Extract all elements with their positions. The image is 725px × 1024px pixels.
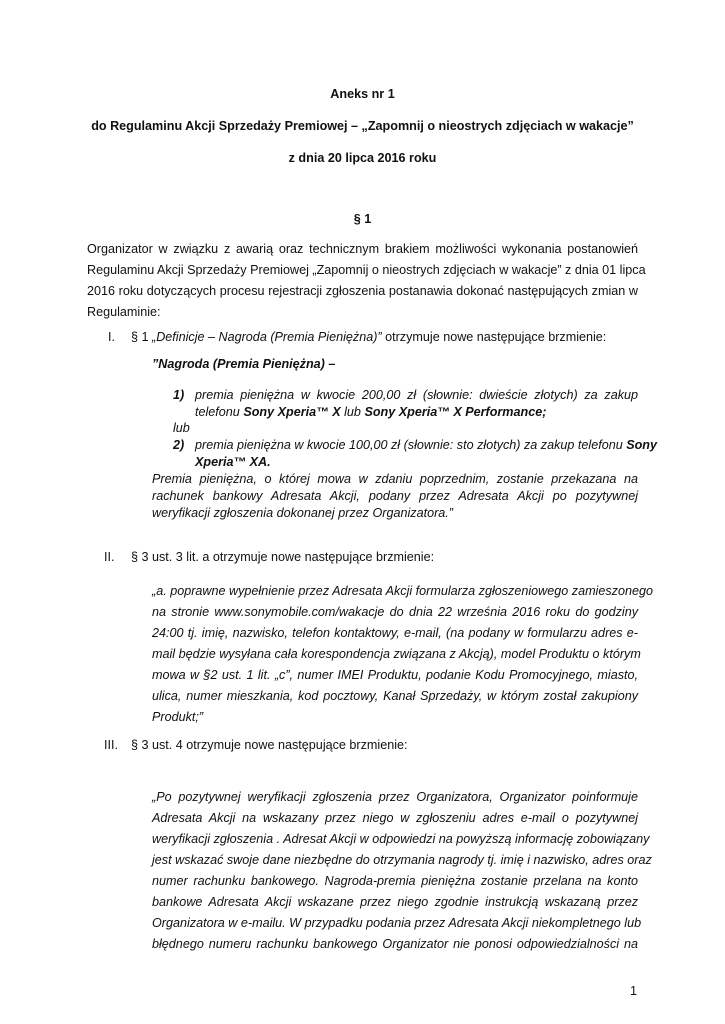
quote-line: ulica, numer mieszkania, kod pocztowy, Kanał Sprzedaży, w którym został zakupiony — [152, 689, 638, 703]
page-number: 1 — [630, 984, 638, 998]
quote-line: numer rachunku bankowego. Nagroda-premia pieniężna zostanie przelana na konto — [152, 874, 638, 888]
closing-line: Premia pieniężna, o której mowa w zdaniu poprzednim, zostanie przekazana na — [152, 472, 638, 486]
item-number: III. — [104, 738, 118, 752]
intro-line: 2016 roku dotyczących procesu rejestracji zgłoszenia postanawia dokonać następujących zmian w — [87, 284, 638, 298]
quote-line: mail będzie wysyłana cała korespondencja związana z Akcją), model Produktu o którym — [152, 647, 641, 661]
intro-line: Regulaminie: — [87, 305, 161, 319]
sub-item-line: telefonu Sony Xperia™ X lub Sony Xperia™ X Performance; — [195, 405, 547, 419]
item-number: II. — [104, 550, 115, 564]
document-title: Aneks nr 1 — [330, 87, 395, 101]
item-number: I. — [108, 330, 115, 344]
quote-line: Produkt;” — [152, 710, 204, 724]
quote-line: weryfikacji zgłoszenia . Adresat Akcji w odpowiedzi na powyższą informację zobowiązany — [152, 832, 650, 846]
quote-line: „Po pozytywnej weryfikacji zgłoszenia przez Organizatora, Organizator poinformuje — [152, 790, 638, 804]
quote-line: „a. poprawne wypełnienie przez Adresata Akcji formularza zgłoszeniowego zamieszonego — [152, 584, 653, 598]
reward-heading: ”Nagroda (Premia Pieniężna) – — [152, 357, 336, 371]
sub-item-number: 2) — [173, 438, 185, 452]
quote-line: bankowe Adresata Akcji wskazane przez niego zgodnie instrukcją wskazaną przez — [152, 895, 638, 909]
sub-item-line: premia pieniężna w kwocie 100,00 zł (słownie: sto złotych) za zakup telefonu Sony — [195, 438, 658, 452]
document-subtitle: do Regulaminu Akcji Sprzedaży Premiowej – „Zapomnij o nieostrych zdjęciach w wakacje” — [91, 119, 634, 133]
or-text: lub — [173, 421, 190, 435]
intro-line: Organizator w związku z awarią oraz technicznym brakiem możliwości wykonania postanowień — [87, 242, 638, 256]
quote-line: na stronie www.sonymobile.com/wakacje do dnia 22 września 2016 roku do godziny — [152, 605, 638, 619]
quote-line: Organizatora w e-mailu. W przypadku podania przez Adresata Akcji niekompletnego lub — [152, 916, 642, 930]
closing-line: weryfikacji zgłoszenia dokonanej przez Organizatora.” — [152, 506, 453, 520]
sub-item-number: 1) — [173, 388, 185, 402]
quote-line: mowa w §2 ust. 1 lit. „c”, numer IMEI Produktu, podanie Kodu Promocyjnego, miasto, — [152, 668, 638, 682]
sub-item-line: Xperia™ XA. — [195, 455, 271, 469]
quote-line: Adresata Akcji na wskazany przez niego w zgłoszeniu adres e-mail o pozytywnej — [152, 811, 638, 825]
intro-line: Regulaminu Akcji Sprzedaży Premiowej „Zapomnij o nieostrych zdjęciach w wakacje” z dnia 01 lipca — [87, 263, 646, 277]
item-text: § 3 ust. 4 otrzymuje nowe następujące brzmienie: — [131, 738, 408, 752]
item-text: § 1 „Definicje – Nagroda (Premia Pieniężna)” otrzymuje nowe następujące brzmienie: — [131, 330, 607, 344]
section-heading: § 1 — [353, 212, 372, 226]
closing-line: rachunek bankowy Adresata Akcji, podany przez Adresata Akcji po pozytywnej — [152, 489, 638, 503]
item-text: § 3 ust. 3 lit. a otrzymuje nowe następujące brzmienie: — [131, 550, 435, 564]
quote-line: 24:00 tj. imię, nazwisko, telefon kontaktowy, e-mail, (na podany w formularzu adres e- — [152, 626, 638, 640]
document-date: z dnia 20 lipca 2016 roku — [288, 151, 437, 165]
sub-item-line: premia pieniężna w kwocie 200,00 zł (słownie: dwieście złotych) za zakup — [195, 388, 638, 402]
quote-line: jest wskazać swoje dane niezbędne do otrzymania nagrody tj. imię i nazwisko, adres oraz — [152, 853, 652, 867]
quote-line: błędnego numeru rachunku bankowego Organizator nie ponosi odpowiedzialności na — [152, 937, 638, 951]
